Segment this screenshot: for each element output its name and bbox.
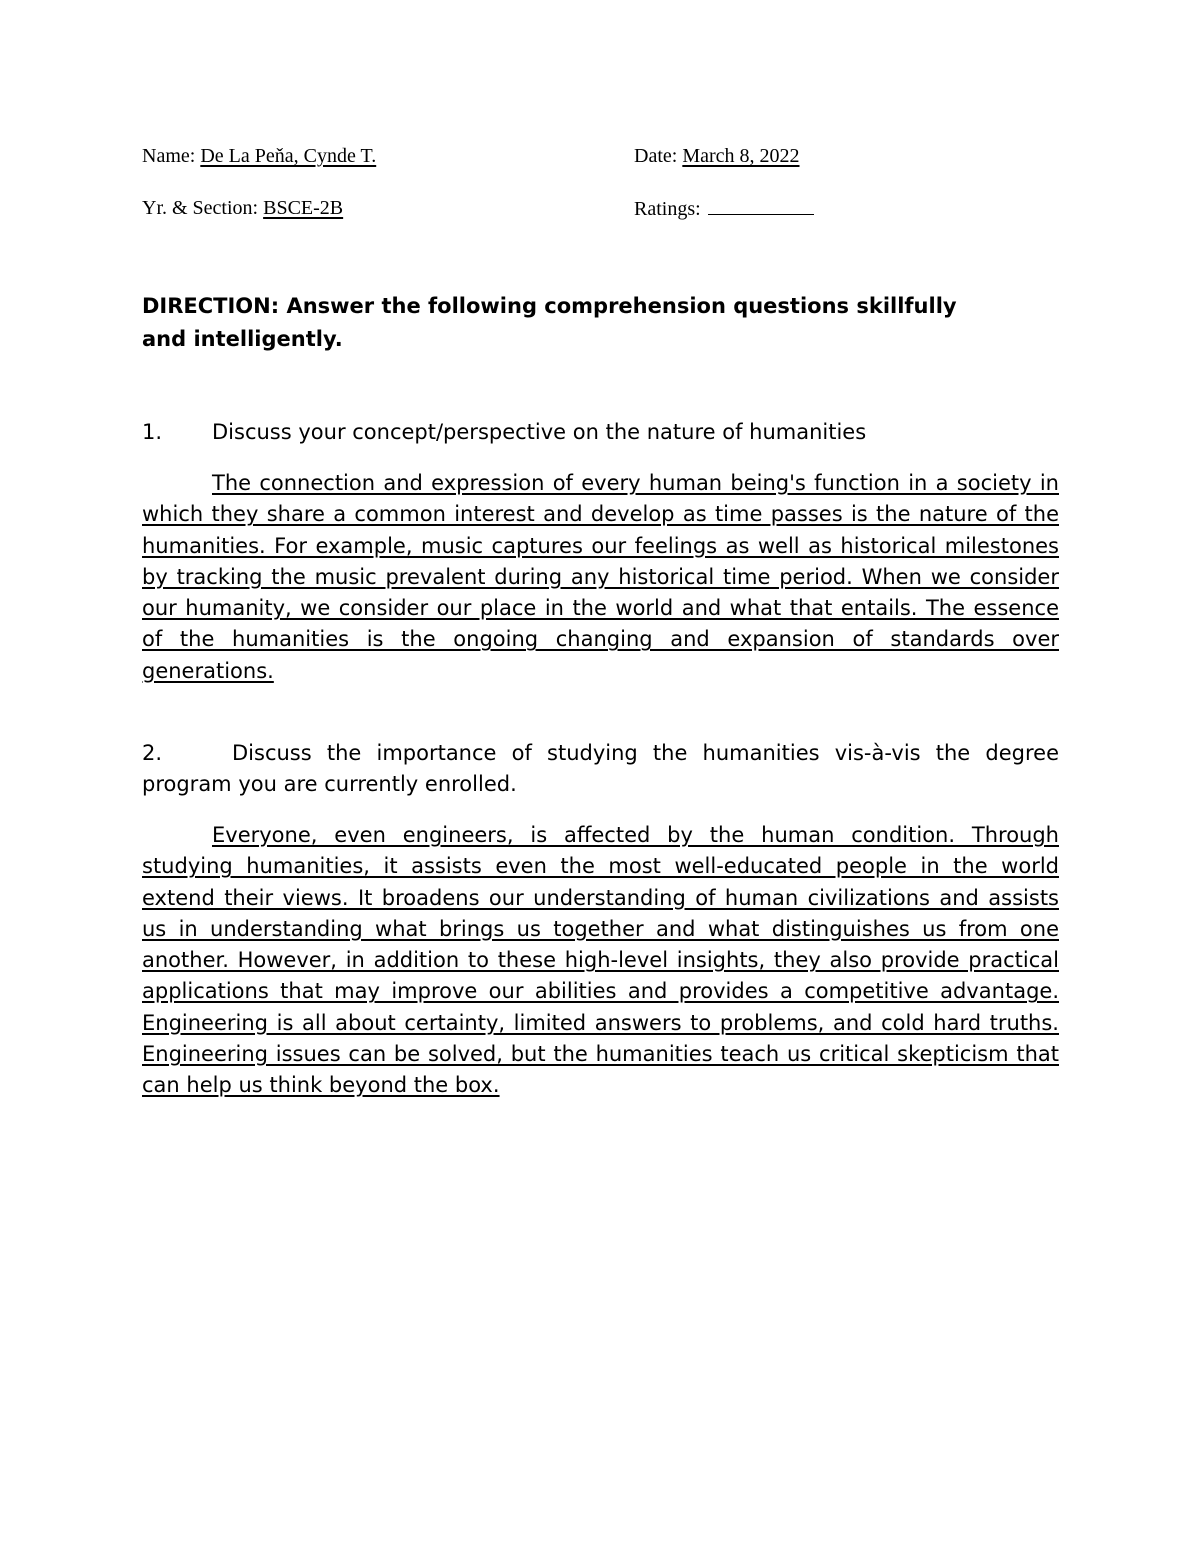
ratings-blank-line bbox=[708, 196, 814, 215]
question-1-number: 1. bbox=[142, 420, 163, 444]
name-label: Name: bbox=[142, 145, 201, 167]
section-field bbox=[142, 196, 343, 220]
date-field bbox=[634, 144, 800, 168]
ratings-label: Ratings: bbox=[634, 198, 706, 220]
question-2-number: 2. bbox=[142, 741, 163, 765]
answer-2: Everyone, even engineers, is affected by the human condition. Through studying humanities, it assists even the most well-educated people in the world extend their views. It broadens our understanding of human civilizations and assists us in understanding what brings us together and what distinguishes us from one another. However, in addition to these high-level insights, they also provide practical applications that may improve our abilities and provides a competitive advantage. Engineering is all about certainty, limited answers to problems, and cold hard truths. Engineering issues can be solved, but the humanities teach us critical skepticism that can help us think beyond the box. bbox=[142, 823, 1059, 1098]
question-1-text: Discuss your concept/perspective on the nature of humanities bbox=[212, 420, 867, 444]
section-label: Yr. & Section: bbox=[142, 197, 264, 219]
direction-heading: DIRECTION: Answer the following comprehension questions skillfully and intelligently. bbox=[142, 294, 957, 351]
name-field bbox=[142, 144, 376, 168]
answer-1: The connection and expression of every human being's function in a society in which they share a common interest and develop as time passes is the nature of the humanities. For example, music captures our feelings as well as historical milestones by tracking the music prevalent during any historical time period. When we consider our humanity, we consider our place in the world and what that entails. The essence of the humanities is the ongoing changing and expansion of standards over generations. bbox=[142, 471, 1059, 683]
ratings-field bbox=[634, 196, 814, 221]
question-2-text: Discuss the importance of studying the humanities vis-à-vis the degree program you are currently enrolled. bbox=[142, 741, 1059, 796]
section-value: BSCE-2B bbox=[263, 197, 344, 219]
question-2 bbox=[142, 738, 1059, 800]
name-value: De La Peňa, Cynde T. bbox=[200, 145, 377, 167]
question-1 bbox=[142, 417, 1059, 448]
date-label: Date: bbox=[634, 145, 683, 167]
date-value: March 8, 2022 bbox=[682, 145, 800, 167]
